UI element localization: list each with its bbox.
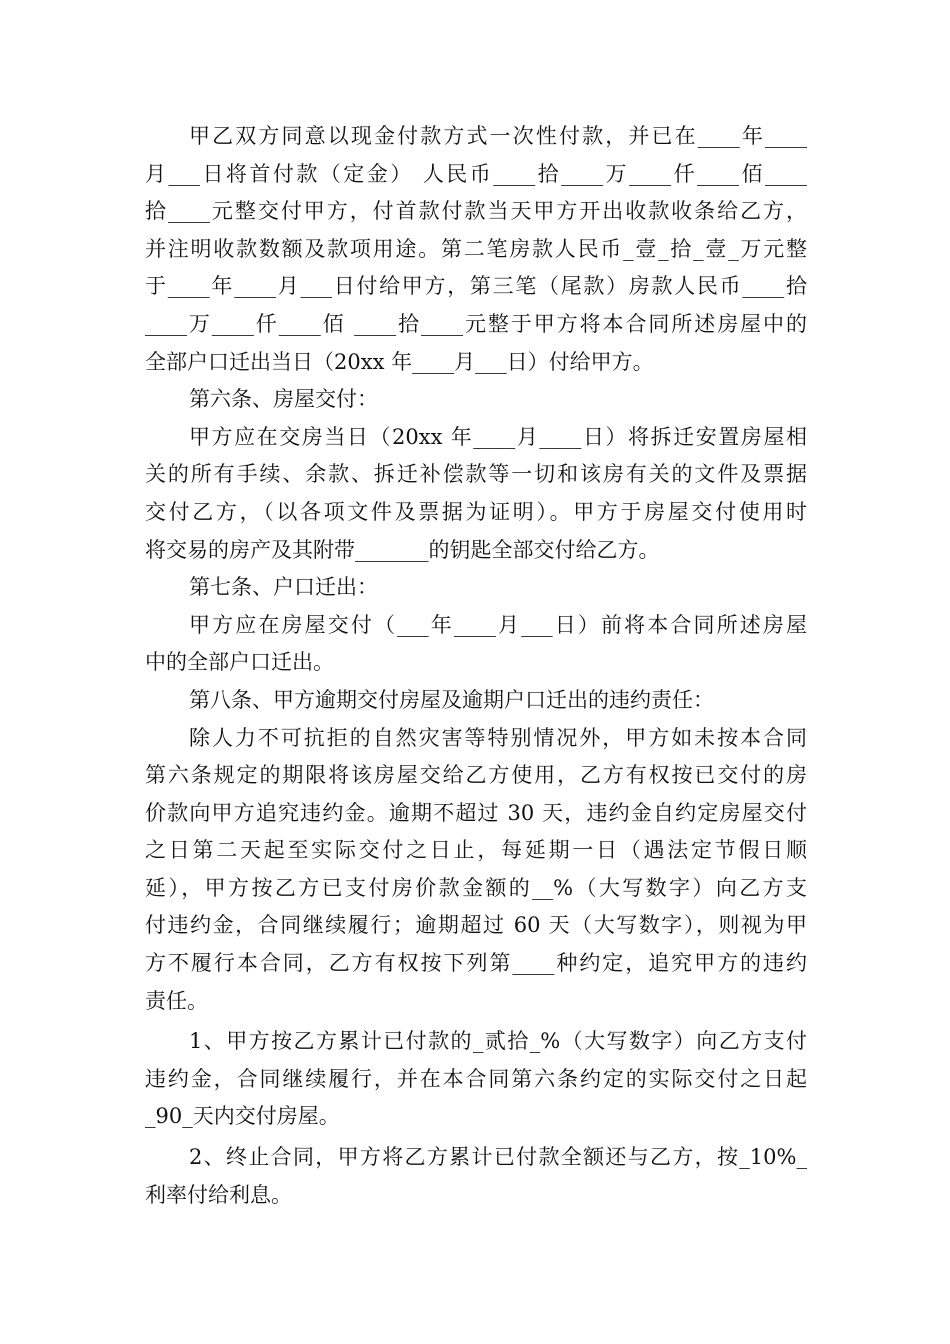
text-line: ____万____仟____佰 ____拾____元整于甲方将本合同所述房屋中的 <box>145 311 807 336</box>
text-line: 全部户口迁出当日（20xx 年____月___日）付给甲方。 <box>145 349 654 374</box>
text-line: 方不履行本合同，乙方有权按下列第____种约定，追究甲方的违约 <box>145 951 807 976</box>
text-line: 延），甲方按乙方已支付房价款金额的__%（大写数字）向乙方支 <box>145 875 807 900</box>
paragraph-article-7 <box>145 607 807 682</box>
text-line: 甲方应在交房当日（20xx 年____月____日）将拆迁安置房屋相 <box>189 424 807 449</box>
article-6-heading: 第六条、房屋交付： <box>189 387 378 412</box>
clause-1 <box>145 1023 807 1136</box>
text-line: 1、甲方按乙方累计已付款的_贰拾_%（大写数字）向乙方支付 <box>189 1029 807 1054</box>
paragraph-article-8 <box>145 720 807 1021</box>
text-line: 违约金，合同继续履行，并在本合同第六条约定的实际交付之日起 <box>145 1066 807 1091</box>
text-line: 拾____元整交付甲方，付首款付款当天甲方开出收款收条给乙方， <box>145 199 807 224</box>
text-line: 之日第二天起至实际交付之日止，每延期一日（遇法定节假日顺 <box>145 838 807 863</box>
clause-2 <box>145 1139 807 1214</box>
text-line: 月___日将首付款（定金） 人民币____拾____万____仟____佰____ <box>145 161 807 186</box>
text-line: 第六条规定的期限将该房屋交给乙方使用，乙方有权按已交付的房 <box>145 763 807 788</box>
text-line: 并注明收款数额及款项用途。第二笔房款人民币_壹_拾_壹_万元整 <box>145 236 807 261</box>
article-8-heading: 第八条、甲方逾期交付房屋及逾期户口迁出的违约责任： <box>189 687 714 712</box>
text-line: _90_天内交付房屋。 <box>145 1104 340 1129</box>
text-line: 甲乙双方同意以现金付款方式一次性付款，并已在____年____ <box>189 124 807 148</box>
text-line: 利率付给利息。 <box>145 1182 292 1207</box>
text-line: 将交易的房产及其附带_______的钥匙全部交付给乙方。 <box>145 537 660 562</box>
text-line: 价款向甲方追究违约金。逾期不超过 30 天，违约金自约定房屋交付 <box>145 800 807 825</box>
text-line: 甲方应在房屋交付（___年____月___日）前将本合同所述房屋 <box>189 612 807 637</box>
text-line: 于____年____月___日付给甲方，第三笔（尾款）房款人民币____拾 <box>145 274 807 299</box>
text-line: 除人力不可抗拒的自然灾害等特别情况外，甲方如未按本合同 <box>189 725 807 750</box>
text-line: 关的所有手续、余款、拆迁补偿款等一切和该房有关的文件及票据 <box>145 462 807 487</box>
paragraph-article-6 <box>145 419 807 569</box>
document-body <box>145 118 807 1214</box>
text-line: 2、终止合同，甲方将乙方累计已付款全额还与乙方，按_10%_ <box>189 1145 807 1170</box>
article-7-heading: 第七条、户口迁出： <box>189 575 378 600</box>
text-line: 责任。 <box>145 988 208 1013</box>
paragraph-payment-terms <box>145 118 807 381</box>
text-line: 交付乙方，（以各项文件及票据为证明）。甲方于房屋交付使用时 <box>145 499 807 524</box>
text-line: 中的全部户口迁出。 <box>145 650 334 675</box>
text-line: 付违约金，合同继续履行；逾期超过 60 天（大写数字），则视为甲 <box>145 913 807 938</box>
